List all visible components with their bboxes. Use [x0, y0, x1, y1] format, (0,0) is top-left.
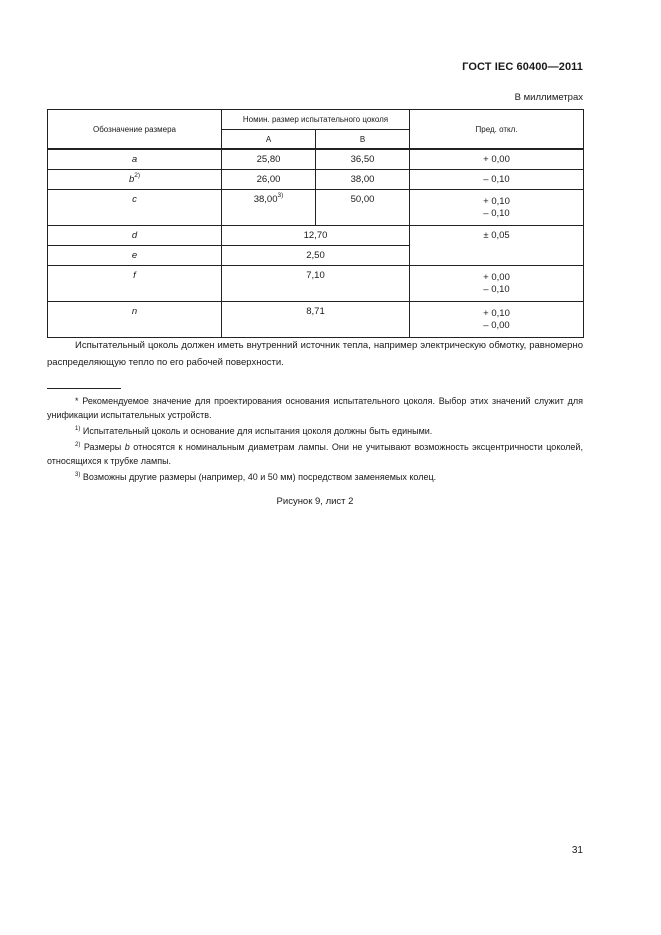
document-header: ГОСТ IEC 60400—2011 [462, 61, 583, 73]
body-paragraph: Испытательный цоколь должен иметь внутренний источник тепла, например электрическую обмотку, равномерно распределяющую тепло по его рабочей поверхности. [47, 340, 583, 368]
cell-value-a: 25,80 [222, 149, 316, 170]
table-row [48, 149, 584, 170]
footnote-1: $^{1)}$ Испытательный цоколь и основание для испытания цоколя должны быть едиными. [75, 426, 433, 436]
header-col-b: В [316, 130, 410, 150]
row-name: c [48, 190, 222, 226]
footnote-2: $^{2)}$ Размеры b относятся к номинальным диаметрам лампы. Они не учитывают возможность эксцентричности цоколей, относящихся к трубке лампы. [47, 442, 583, 466]
cell-value-ab: 2,50 [222, 246, 410, 266]
table-row [48, 302, 584, 338]
table-row [48, 266, 584, 302]
cell-value-b: 50,00 [316, 190, 410, 226]
cell-value-b: 36,50 [316, 149, 410, 170]
row-name: n [48, 302, 222, 338]
cell-deviation: + 0,00 [410, 149, 584, 170]
header-deviation: Пред. откл. [410, 110, 584, 150]
cell-value-a: 38,00$^{3)}$ [222, 190, 316, 226]
cell-value-b: 38,00 [316, 170, 410, 190]
header-nominal-size: Номин. размер испытательного цоколя [222, 110, 410, 130]
table-row [48, 170, 584, 190]
table-row [48, 190, 584, 226]
footnotes [47, 394, 583, 486]
units-note: В миллиметрах [514, 92, 583, 103]
cell-value-ab: 12,70 [222, 226, 410, 246]
cell-deviation: + 0,10 – 0,00 [410, 302, 584, 338]
header-col-a: А [222, 130, 316, 150]
dimensions-table [47, 109, 584, 338]
cell-deviation: + 0,00 – 0,10 [410, 266, 584, 302]
footnote-3: $^{3)}$ Возможны другие размеры (например, 40 и 50 мм) посредством заменяемых колец. [75, 472, 437, 482]
cell-deviation: + 0,10 – 0,10 [410, 190, 584, 226]
row-name: $b^{2)}$ [48, 170, 222, 190]
figure-caption: Рисунок 9, лист 2 [276, 496, 354, 507]
cell-deviation: ± 0,05 [410, 226, 584, 266]
footnote-star: * Рекомендуемое значение для проектирования основания испытательного цоколя. Выбор этих значений служит для унификации испытательных устройств. [47, 396, 583, 420]
cell-value-ab: 8,71 [222, 302, 410, 338]
row-name: e [48, 246, 222, 266]
row-name: a [48, 149, 222, 170]
row-name: d [48, 226, 222, 246]
row-name: f [48, 266, 222, 302]
cell-value-a: 26,00 [222, 170, 316, 190]
cell-deviation: – 0,10 [410, 170, 584, 190]
header-designation: Обозначение размера [48, 110, 222, 150]
table-row [48, 226, 584, 246]
footnote-separator [47, 388, 121, 389]
cell-value-ab: 7,10 [222, 266, 410, 302]
page-number: 31 [571, 845, 583, 856]
